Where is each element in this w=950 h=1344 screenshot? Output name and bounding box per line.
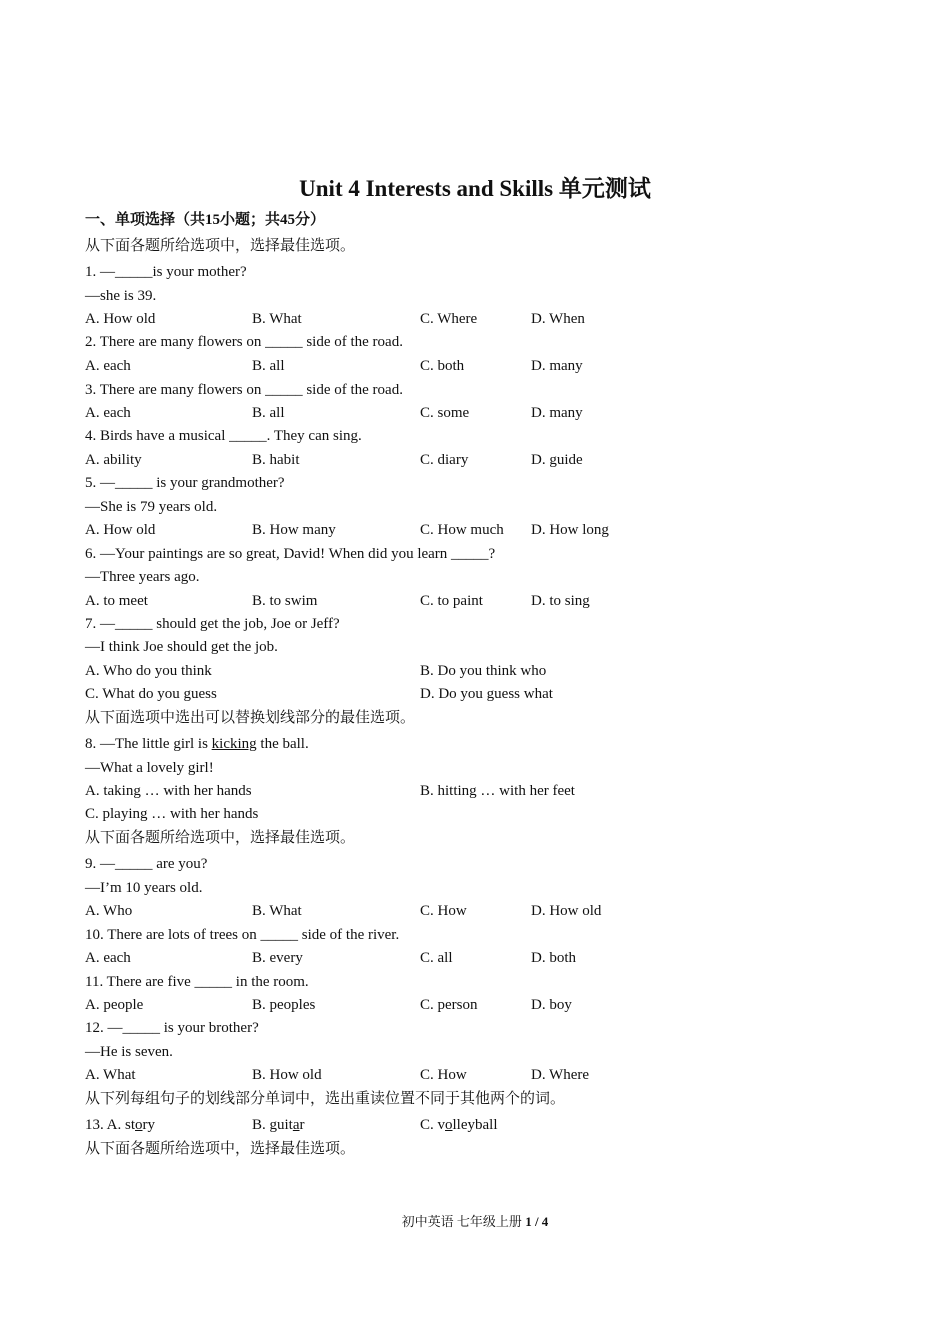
answer-9: —I’m 10 years old.: [85, 880, 203, 896]
option-a: A. to meet: [85, 593, 148, 609]
option-a: A. Who: [85, 903, 133, 919]
option-a: A. Who do you think: [85, 663, 212, 679]
option-a: 13. A. story: [85, 1117, 156, 1133]
answer-12: —He is seven.: [85, 1044, 173, 1060]
answer-6: —Three years ago.: [85, 569, 200, 585]
option-b: B. How many: [252, 522, 336, 538]
option-d: D. to sing: [531, 593, 590, 609]
option-a: A. What: [85, 1067, 136, 1083]
option-b: B. What: [252, 903, 302, 919]
option-a: A. each: [85, 405, 131, 421]
footer-text: 初中英语 七年级上册: [401, 1214, 526, 1229]
option-c: C. all: [420, 950, 453, 966]
option-a: A. ability: [85, 452, 142, 468]
answer-1: —she is 39.: [85, 288, 157, 304]
option-b: B. How old: [252, 1067, 322, 1083]
option-a: A. How old: [85, 311, 156, 327]
question-7: 7. —_____ should get the job, Joe or Jeff?: [85, 616, 340, 632]
option-c: C. some: [420, 405, 470, 421]
option-b: B. peoples: [252, 997, 316, 1013]
section-heading: 一、单项选择（共15小题；共45分）: [85, 212, 326, 228]
option-d: D. many: [531, 405, 583, 421]
option-c: C. playing … with her hands: [85, 806, 259, 822]
option-d: D. many: [531, 358, 583, 374]
answer-7: —I think Joe should get the job.: [85, 639, 278, 655]
question-2: 2. There are many flowers on _____ side of the road.: [85, 334, 403, 350]
answer-5: —She is 79 years old.: [85, 499, 218, 515]
page-number: 1 / 4: [525, 1214, 549, 1229]
option-a: A. each: [85, 950, 131, 966]
option-b: B. to swim: [252, 593, 318, 609]
option-c: C. both: [420, 358, 465, 374]
question-12: 12. —_____ is your brother?: [85, 1020, 259, 1036]
option-d: D. How long: [531, 522, 609, 538]
option-c: C. to paint: [420, 593, 483, 609]
instruction: 从下面各题所给选项中，选择最佳选项。: [85, 830, 356, 846]
option-d: D. Where: [531, 1067, 590, 1083]
option-b: B. hitting … with her feet: [420, 783, 575, 799]
instruction: 从下列每组句子的划线部分单词中，选出重读位置不同于其他两个的词。: [85, 1091, 566, 1107]
option-c: C. Where: [420, 311, 478, 327]
instruction: 从下面选项中选出可以替换划线部分的最佳选项。: [85, 710, 416, 726]
option-a: A. taking … with her hands: [85, 783, 252, 799]
option-c: C. person: [420, 997, 478, 1013]
option-c: C. diary: [420, 452, 469, 468]
answer-8: —What a lovely girl!: [85, 760, 214, 776]
option-b: B. every: [252, 950, 303, 966]
question-10: 10. There are lots of trees on _____ side of the river.: [85, 927, 400, 943]
option-c: C. How: [420, 903, 467, 919]
option-b: B. Do you think who: [420, 663, 547, 679]
option-b: B. habit: [252, 452, 300, 468]
option-b: B. all: [252, 405, 285, 421]
instruction: 从下面各题所给选项中，选择最佳选项。: [85, 238, 356, 254]
option-a: A. people: [85, 997, 144, 1013]
option-a: A. each: [85, 358, 131, 374]
option-d: D. Do you guess what: [420, 686, 553, 702]
question-4: 4. Birds have a musical _____. They can sing.: [85, 428, 362, 444]
page-title: Unit 4 Interests and Skills 单元测试: [299, 176, 651, 201]
option-d: D. When: [531, 311, 585, 327]
option-b: B. What: [252, 311, 302, 327]
option-b: B. guitar: [252, 1117, 305, 1133]
question-6: 6. —Your paintings are so great, David! When did you learn _____?: [85, 546, 496, 562]
question-11: 11. There are five _____ in the room.: [85, 974, 309, 990]
option-b: B. all: [252, 358, 285, 374]
question-8: 8. —The little girl is kicking the ball.: [85, 736, 309, 752]
question-1: 1. —_____is your mother?: [85, 264, 247, 280]
option-c: C. volleyball: [420, 1117, 498, 1133]
option-c: C. What do you guess: [85, 686, 217, 702]
question-3: 3. There are many flowers on _____ side of the road.: [85, 382, 403, 398]
option-a: A. How old: [85, 522, 156, 538]
option-d: D. guide: [531, 452, 583, 468]
question-9: 9. —_____ are you?: [85, 856, 208, 872]
instruction: 从下面各题所给选项中，选择最佳选项。: [85, 1141, 356, 1157]
option-c: C. How: [420, 1067, 467, 1083]
page-footer: [0, 1211, 950, 1230]
underlined-word: kicking: [211, 736, 257, 752]
question-5: 5. —_____ is your grandmother?: [85, 475, 285, 491]
option-d: D. both: [531, 950, 576, 966]
option-d: D. boy: [531, 997, 572, 1013]
option-c: C. How much: [420, 522, 504, 538]
option-d: D. How old: [531, 903, 602, 919]
